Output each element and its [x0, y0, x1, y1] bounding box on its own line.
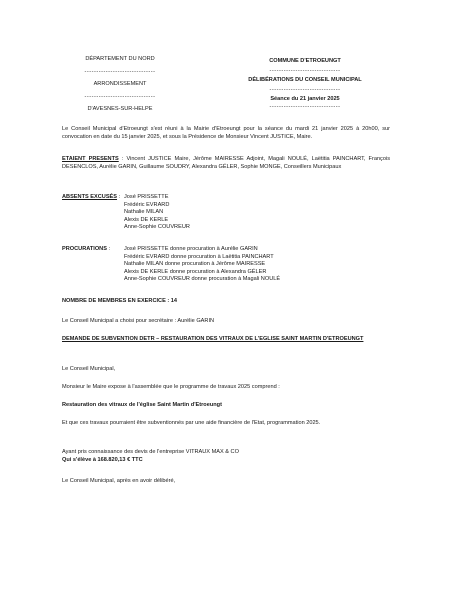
subject-heading: DEMANDE DE SUBVENTION DETR – RESTAURATION DES VITRAUX DE L'EGLISE SAINT MARTIN D'ETROEUNGT	[62, 336, 364, 342]
procuration-item: Nathalie MILAN donne procuration à Jérôme MAIRESSE	[124, 261, 266, 268]
quote-paragraph	[62, 449, 390, 464]
procurations-section: PROCURATIONS : José PRISSETTE donne procuration à Aurélie GARIN Frédéric EVRARD donne procuration à Laëtitia PAINCHART Nathalie MILAN donne procuration à Jérôme MAIRESSE Alexis DE KERLE donne procuration à Alexandra GÉLER Anne-Sophie COUVREUR donne procuration à Magali NOULÉ	[62, 246, 281, 283]
absent-name: Anne-Sophie COUVREUR	[124, 224, 190, 231]
header-left	[60, 56, 180, 114]
separator-dots: ------------------------------	[84, 68, 156, 75]
separator-dots: ------------------------------	[269, 67, 341, 74]
absent-name: Alexis DE KERLE	[124, 216, 169, 223]
procuration-item: Alexis DE KERLE donne procuration à Alexandra GÉLER	[124, 268, 267, 275]
procuration-item: Frédéric EVRARD donne procuration à Laëtitia PAINCHART	[124, 253, 274, 260]
quote-amount: Qui s'élève à 168.820,13 € TTC	[62, 456, 143, 463]
body-paragraph: Monsieur le Maire expose à l'assemblée que le programme de travaux 2025 comprend :	[62, 384, 280, 390]
arrondissement-heading: ARRONDISSEMENT	[93, 81, 147, 88]
absent-label: ABSENTS EXCUSÉS	[62, 194, 118, 200]
procurations-label: PROCURATIONS	[62, 246, 107, 252]
intro-paragraph: Le Conseil Municipal d'Etroeungt s'est réuni à la Mairie d'Etroeungt pour la séance du mardi 21 janvier 2025 à 20h00, sur convocation en date du 15 janvier 2025, et sous la Présidence de Monsieur Vincent JUSTICE, Maire.	[62, 126, 390, 140]
separator-dots: ------------------------------	[84, 93, 156, 100]
procuration-item: José PRISSETTE donne procuration à Aurélie GARIN	[124, 246, 258, 252]
present-label: ETAIENT PRESENTS	[62, 156, 119, 162]
separator-dots: ------------------------------	[269, 103, 341, 110]
session-date: Séance du 21 janvier 2025	[270, 96, 340, 103]
absent-section: ABSENTS EXCUSÉS : José PRISSETTE Frédéric EVRARD Nathalie MILAN Alexis DE KERLE Anne-Sophie COUVREUR	[62, 194, 190, 231]
absent-name: Nathalie MILAN	[124, 209, 164, 216]
header-right	[225, 58, 385, 111]
absent-name: José PRISSETTE	[124, 194, 169, 200]
absent-name: Frédéric EVRARD	[124, 201, 170, 208]
quote-line: Ayant pris connaissance des devis de l'entreprise VITRAUX MAX & CO	[62, 449, 239, 455]
town-heading: D'AVESNES-SUR-HELPE	[87, 106, 153, 113]
work-item: Restauration des vitraux de l'église Saint Martin d'Etroeungt	[62, 402, 222, 408]
body-paragraph: Et que ces travaux pourraient être subventionnés par une aide financière de l'Etat, programmation 2025.	[62, 420, 321, 426]
commune-heading: COMMUNE D'ETROEUNGT	[269, 58, 341, 64]
separator-dots: ------------------------------	[269, 86, 341, 93]
present-list: : Vincent JUSTICE Maire, Jérôme MAIRESSE Adjoint, Magali NOULÉ, Laëtitia PAINCHART, François DESENCLOS, Aurélie GARIN, Guillaume SOUDRY, Alexandra GÉLER, Sophie MONGE, Conseillers Municipaux	[62, 156, 391, 170]
department-heading: DÉPARTEMENT DU NORD	[85, 56, 155, 62]
body-paragraph: Le Conseil Municipal, après en avoir délibéré,	[62, 478, 176, 484]
members-count: NOMBRE DE MEMBRES EN EXERCICE : 14	[62, 298, 177, 304]
secretary-line: Le Conseil Municipal a choisi pour secrétaire : Aurélie GARIN	[62, 318, 215, 324]
deliberations-heading: DÉLIBÉRATIONS DU CONSEIL MUNICIPAL	[248, 77, 362, 84]
present-section	[62, 156, 390, 171]
procuration-item: Anne-Sophie COUVREUR donne procuration à Magali NOULÉ	[124, 276, 281, 283]
body-paragraph: Le Conseil Municipal,	[62, 366, 116, 372]
